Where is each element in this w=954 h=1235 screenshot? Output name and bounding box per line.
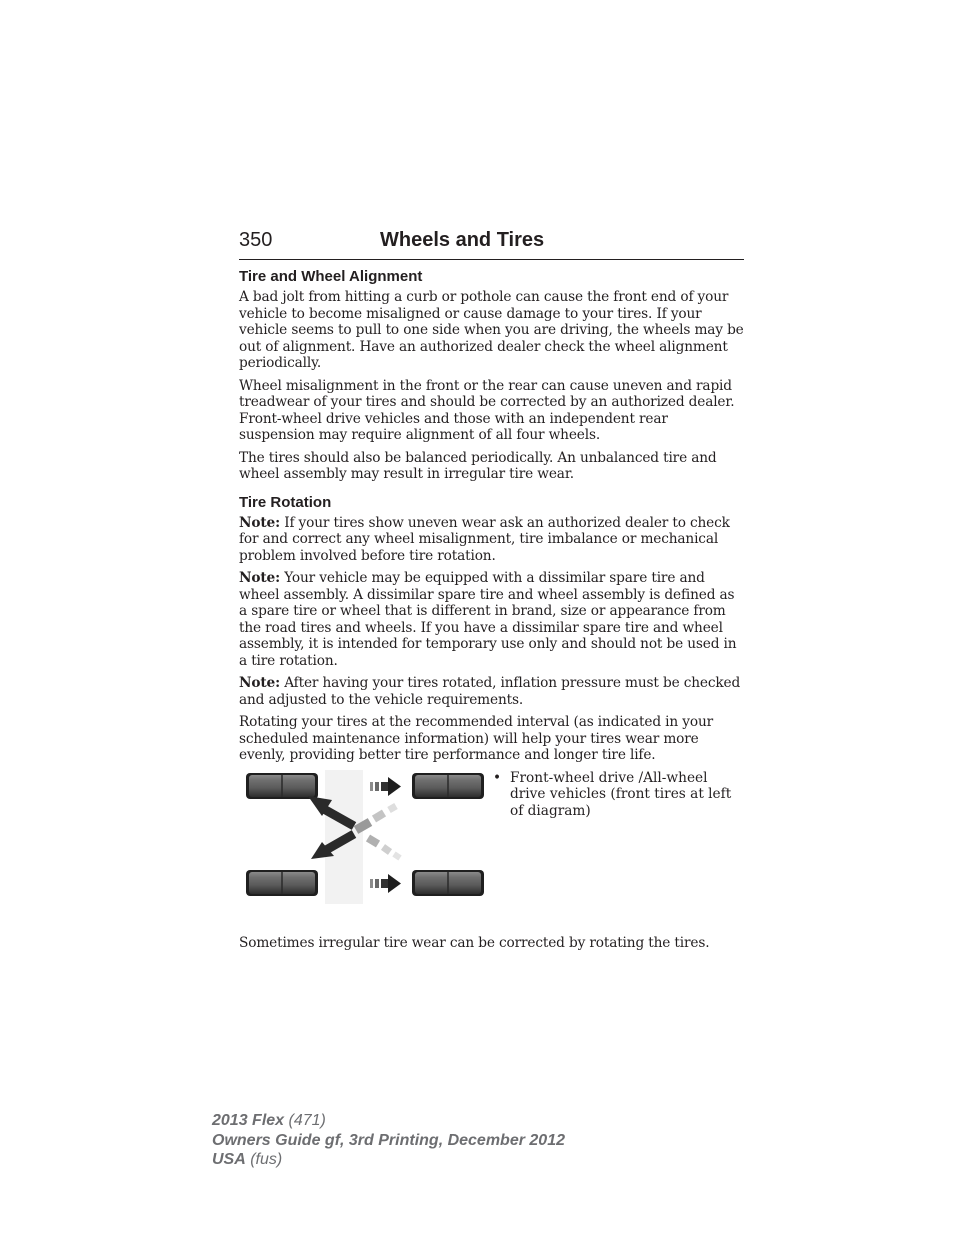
note-label: Note: [239,675,280,691]
alignment-paragraph-3: The tires should also be balanced periodically. An unbalanced tire and wheel assembly may result in irregular tire wear. [239,449,717,482]
footer-edition: Owners Guide gf, 3rd Printing, December 2012 [212,1131,565,1149]
footer-market: USA [212,1151,246,1168]
footer-line-2 [212,1131,565,1151]
rotation-figure-row [239,770,744,935]
dashes-from-rear-right [368,838,400,858]
arrow-front-right [370,777,401,796]
closing-paragraph: Sometimes irregular tire wear can be corrected by rotating the tires. [239,934,710,951]
alignment-paragraph-2: Wheel misalignment in the front or the rear can cause uneven and rapid treadwear of your tires and should be corrected by an authorized dealer. Front-wheel drive vehicles and those with an independent rear suspension may require alignment of all four wheels. [239,377,735,443]
note-2-text: Your vehicle may be equipped with a dissimilar spare tire and wheel assembly. A dissimilar spare tire and wheel assembly is defined as a spare tire or wheel that is different in brand, size or appearance from the road tires and wheels. If you have a dissimilar spare tire and wheel assembly, it is intended for temporary use only and should not be used in a tire rotation. [239,570,737,669]
note-3 [239,675,744,708]
note-label: Note: [239,514,280,531]
page-header [239,229,744,260]
rotation-paragraph: Rotating your tires at the recommended interval (as indicated in your scheduled maintenance information) will help your tires wear more evenly, providing better tire performance and longer tire life. [239,714,713,763]
tire-front-right [412,773,484,799]
heading-tire-wheel-alignment: Tire and Wheel Alignment [239,268,423,285]
tire-rear-right [412,870,484,896]
bullet-text: Front-wheel drive /All-wheel drive vehicles (front tires at left of diagram) [510,769,732,819]
bullet-dot: • [493,769,502,786]
footer-model: 2013 Flex [212,1112,285,1129]
tire-front-left [246,773,318,799]
note-label: Note: [239,570,280,586]
heading-tire-rotation: Tire Rotation [239,493,332,511]
page-content [239,267,744,957]
tire-rear-left [246,870,318,896]
note-3-text: After having your tires rotated, inflation pressure must be checked and adjusted to the vehicle requirements. [239,675,741,708]
footer-line-1 [212,1111,565,1131]
rotation-bullet [493,770,745,820]
note-1 [239,515,744,565]
footer-line-3 [212,1150,565,1170]
page-number: 350 [239,229,273,251]
footer-market-code: (fus) [245,1151,283,1168]
footer-page-code: (471) [284,1112,326,1129]
page-footer [212,1111,565,1170]
tire-rotation-diagram [244,770,486,904]
note-2 [239,570,744,669]
note-1-text: If your tires show uneven wear ask an authorized dealer to check for and correct any wheel misalignment, tire imbalance or mechanical problem involved before tire rotation. [239,514,730,564]
alignment-paragraph-1: A bad jolt from hitting a curb or pothole can cause the front end of your vehicle to become misaligned or cause damage to your tires. If your vehicle seems to pull to one side when you are driving, the wheels may be out of alignment. Have an authorized dealer check the wheel alignment periodically. [239,289,744,371]
arrow-rear-right [370,874,401,893]
chapter-title: Wheels and Tires [380,229,545,251]
